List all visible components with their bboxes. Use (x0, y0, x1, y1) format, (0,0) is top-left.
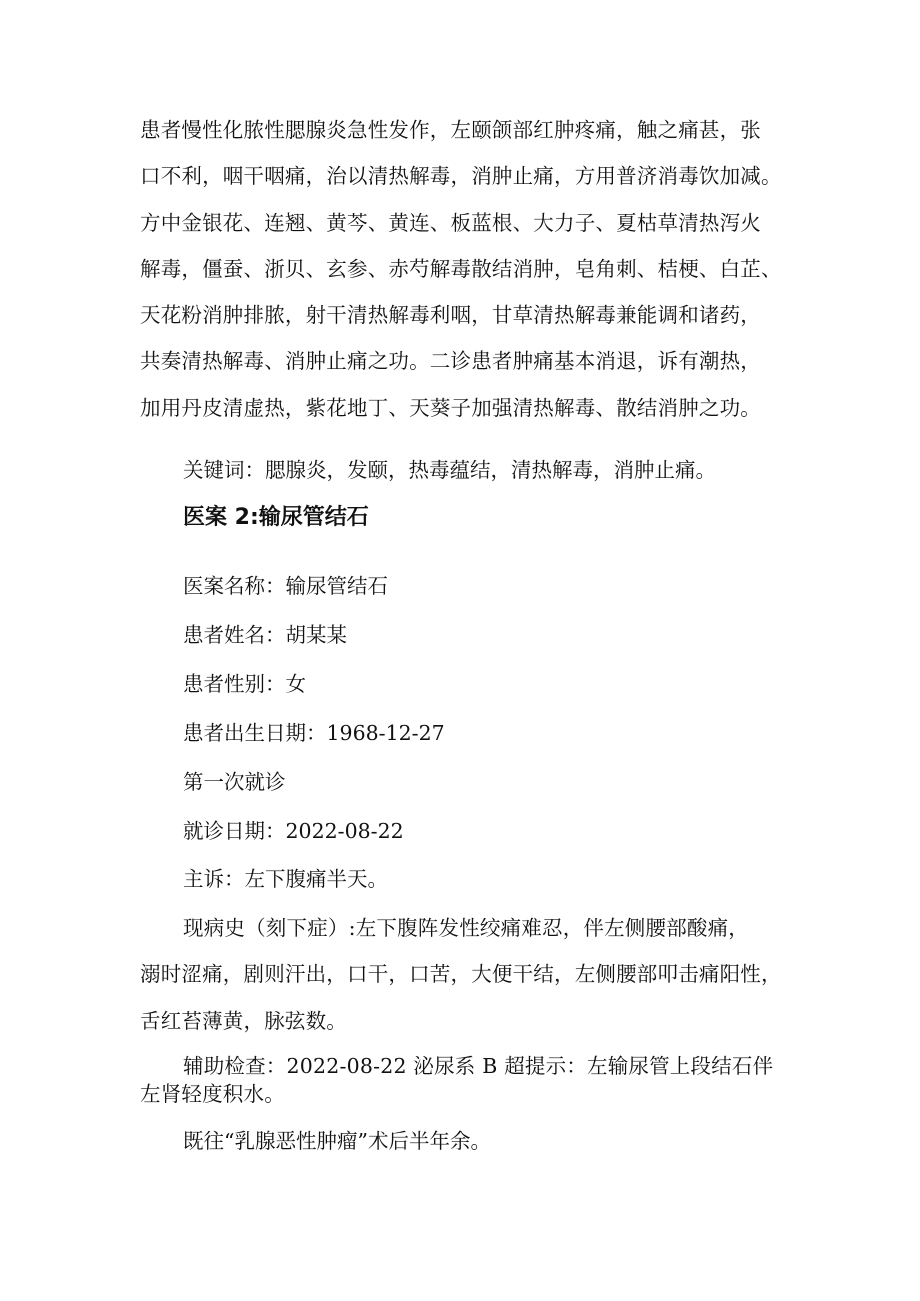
keywords-line: 关键词：腮腺炎，发颐，热毒蕴结，清热解毒，消肿止痛。 (183, 458, 716, 482)
paragraph-line: 患者慢性化脓性腮腺炎急性发作，左颐颌部红肿疼痛，触之痛甚，张 (140, 118, 761, 142)
paragraph-line: 解毒，僵蚕、浙贝、玄参、赤芍解毒散结消肿，皂角刺、桔梗、白芷、 (140, 256, 782, 281)
paragraph-line: 天花粉消肿排脓，射干清热解毒利咽，甘草清热解毒兼能调和诸药， (140, 303, 761, 328)
visit-date-field: 就诊日期：2022-08-22 (183, 819, 404, 843)
patient-gender-field: 患者性别：女 (183, 672, 306, 696)
chief-complaint-field: 主诉：左下腹痛半天。 (183, 867, 388, 891)
patient-birth-field: 患者出生日期：1968-12-27 (183, 721, 445, 745)
paragraph-line: 加用丹皮清虚热，紫花地丁、天葵子加强清热解毒、散结消肿之功。 (140, 395, 761, 420)
auxiliary-exam-paragraph (140, 1052, 800, 1108)
first-visit-label: 第一次就诊 (183, 770, 286, 794)
paragraph-line: 舌红苔薄黄，脉弦数。 (140, 1008, 347, 1033)
past-history-field: 既往“乳腺恶性肿瘤”术后半年余。 (183, 1129, 491, 1153)
paragraph-line: 左肾轻度积水。 (140, 1082, 285, 1106)
paragraph-line: 辅助检查：2022-08-22 泌尿系 B 超提示：左输尿管上段结石伴 (183, 1054, 774, 1078)
paragraph-line: 溺时涩痛，剧则汗出，口干，口苦，大便干结，左侧腰部叩击痛阳性， (140, 962, 782, 987)
paragraph-line: 口不利，咽干咽痛，治以清热解毒，消肿止痛，方用普济消毒饮加减。 (140, 164, 782, 189)
patient-name-field: 患者姓名：胡某某 (183, 623, 347, 647)
case-name-field: 医案名称：输尿管结石 (183, 574, 388, 598)
treatment-analysis-paragraph (140, 107, 800, 431)
paragraph-line: 现病史（刻下症）:左下腹阵发性绞痛难忍，伴左侧腰部酸痛， (183, 916, 750, 940)
paragraph-line: 共奏清热解毒、消肿止痛之功。二诊患者肿痛基本消退，诉有潮热， (140, 349, 761, 374)
present-illness-paragraph (140, 905, 800, 1044)
paragraph-line: 方中金银花、连翘、黄芩、黄连、板蓝根、大力子、夏枯草清热泻火 (140, 210, 761, 235)
case-heading: 医案 2:输尿管结石 (183, 505, 369, 530)
